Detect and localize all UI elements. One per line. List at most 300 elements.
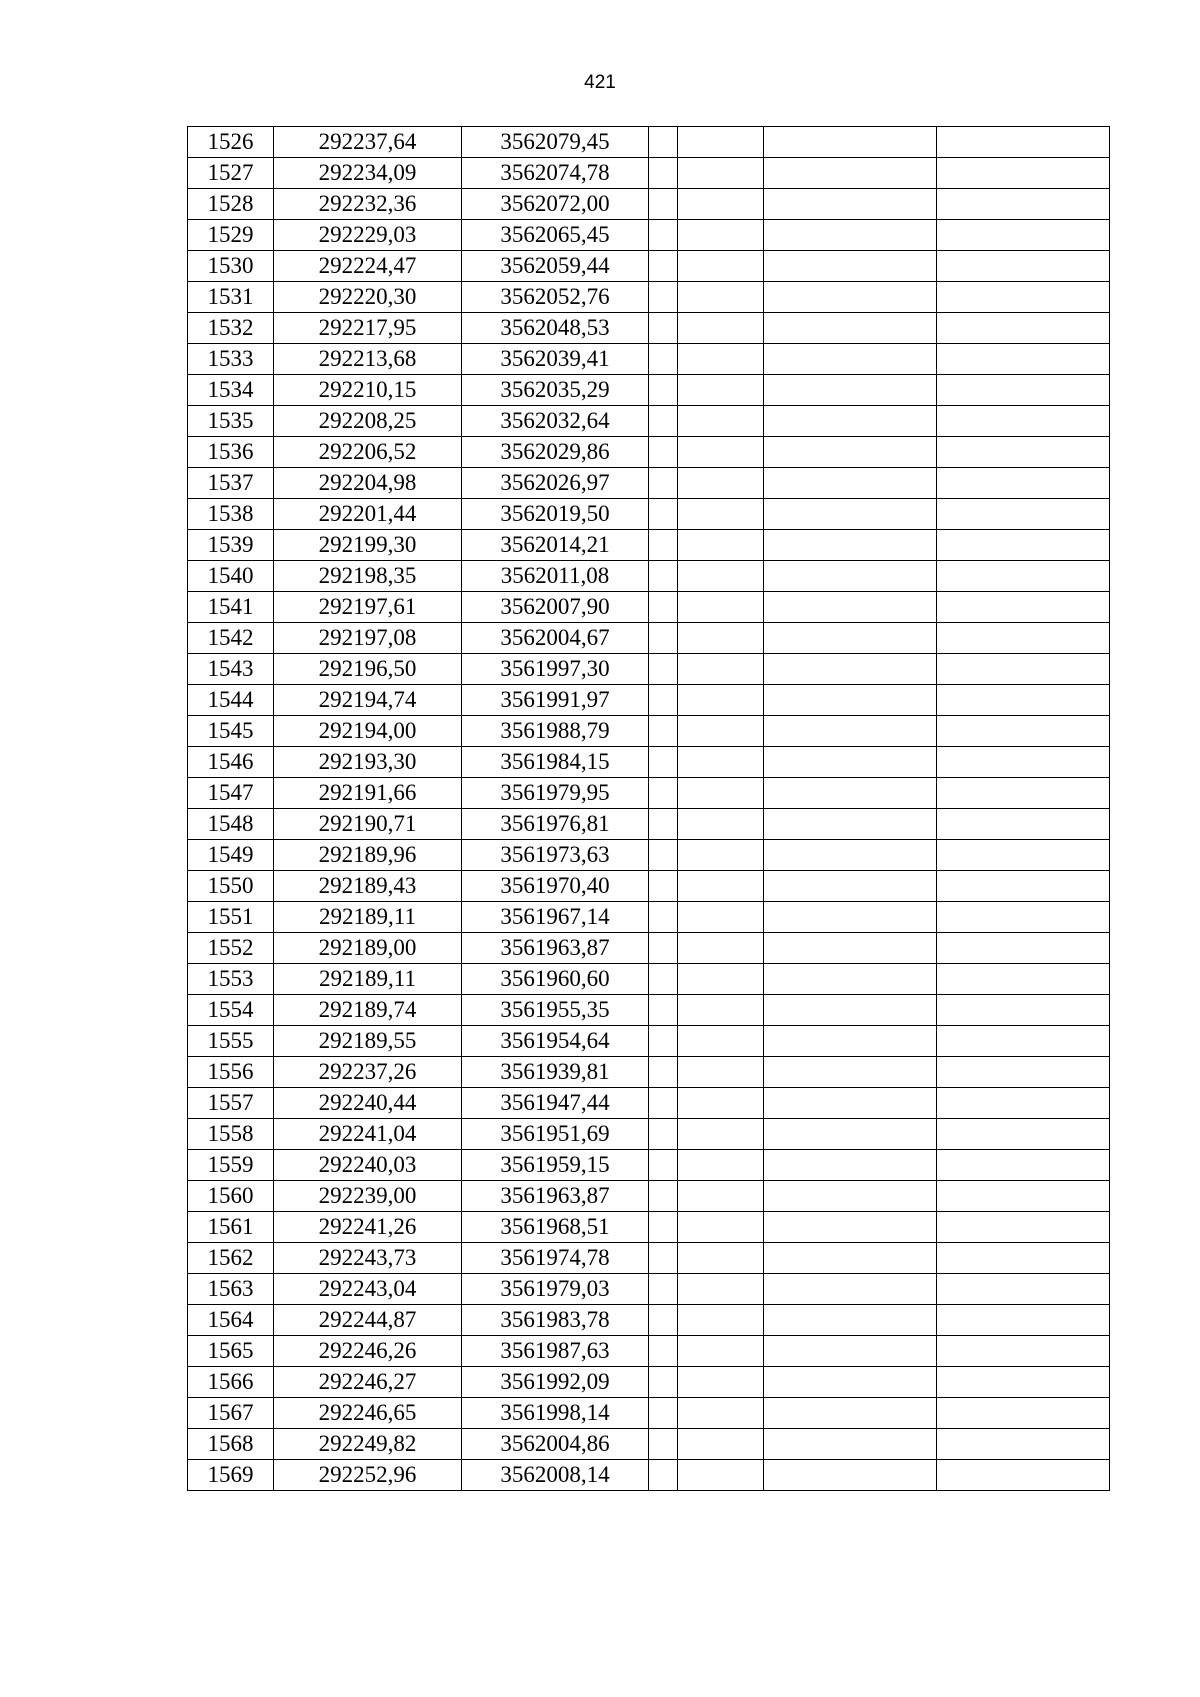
x-coordinate-cell: 292197,08	[274, 623, 462, 654]
point-number-cell: 1535	[188, 406, 274, 437]
point-number-cell: 1538	[188, 499, 274, 530]
empty-cell	[764, 189, 937, 220]
empty-cell	[649, 468, 678, 499]
empty-cell	[649, 437, 678, 468]
empty-cell	[764, 1150, 937, 1181]
x-coordinate-cell: 292240,03	[274, 1150, 462, 1181]
point-number-cell: 1529	[188, 220, 274, 251]
empty-cell	[764, 344, 937, 375]
point-number-cell: 1536	[188, 437, 274, 468]
table-row	[188, 344, 1110, 375]
empty-cell	[937, 127, 1110, 158]
empty-cell	[937, 1057, 1110, 1088]
empty-cell	[937, 623, 1110, 654]
empty-cell	[678, 1088, 764, 1119]
coordinates-table	[187, 126, 1110, 1491]
x-coordinate-cell: 292217,95	[274, 313, 462, 344]
x-coordinate-cell: 292249,82	[274, 1429, 462, 1460]
empty-cell	[764, 685, 937, 716]
empty-cell	[764, 716, 937, 747]
empty-cell	[764, 1367, 937, 1398]
table-row	[188, 220, 1110, 251]
empty-cell	[649, 561, 678, 592]
empty-cell	[937, 499, 1110, 530]
empty-cell	[937, 282, 1110, 313]
y-coordinate-cell: 3561973,63	[462, 840, 649, 871]
point-number-cell: 1542	[188, 623, 274, 654]
empty-cell	[764, 406, 937, 437]
x-coordinate-cell: 292232,36	[274, 189, 462, 220]
x-coordinate-cell: 292189,55	[274, 1026, 462, 1057]
empty-cell	[764, 313, 937, 344]
x-coordinate-cell: 292241,26	[274, 1212, 462, 1243]
point-number-cell: 1560	[188, 1181, 274, 1212]
empty-cell	[678, 561, 764, 592]
table-row	[188, 406, 1110, 437]
empty-cell	[937, 1305, 1110, 1336]
empty-cell	[649, 933, 678, 964]
x-coordinate-cell: 292246,65	[274, 1398, 462, 1429]
empty-cell	[764, 623, 937, 654]
empty-cell	[678, 220, 764, 251]
empty-cell	[764, 499, 937, 530]
empty-cell	[678, 1367, 764, 1398]
point-number-cell: 1568	[188, 1429, 274, 1460]
y-coordinate-cell: 3561974,78	[462, 1243, 649, 1274]
empty-cell	[678, 995, 764, 1026]
empty-cell	[764, 871, 937, 902]
point-number-cell: 1554	[188, 995, 274, 1026]
empty-cell	[764, 158, 937, 189]
table-row	[188, 1367, 1110, 1398]
coordinates-table-body	[188, 127, 1110, 1491]
table-row	[188, 251, 1110, 282]
point-number-cell: 1526	[188, 127, 274, 158]
point-number-cell: 1528	[188, 189, 274, 220]
empty-cell	[649, 530, 678, 561]
y-coordinate-cell: 3561968,51	[462, 1212, 649, 1243]
empty-cell	[937, 747, 1110, 778]
y-coordinate-cell: 3562011,08	[462, 561, 649, 592]
table-row	[188, 1119, 1110, 1150]
empty-cell	[764, 1057, 937, 1088]
x-coordinate-cell: 292191,66	[274, 778, 462, 809]
table-row	[188, 127, 1110, 158]
empty-cell	[678, 1274, 764, 1305]
empty-cell	[678, 1398, 764, 1429]
empty-cell	[764, 592, 937, 623]
y-coordinate-cell: 3562039,41	[462, 344, 649, 375]
empty-cell	[678, 1305, 764, 1336]
empty-cell	[937, 158, 1110, 189]
point-number-cell: 1567	[188, 1398, 274, 1429]
empty-cell	[764, 933, 937, 964]
empty-cell	[649, 623, 678, 654]
table-row	[188, 623, 1110, 654]
empty-cell	[649, 1305, 678, 1336]
point-number-cell: 1564	[188, 1305, 274, 1336]
x-coordinate-cell: 292237,26	[274, 1057, 462, 1088]
empty-cell	[764, 840, 937, 871]
empty-cell	[649, 1088, 678, 1119]
empty-cell	[649, 1057, 678, 1088]
table-row	[188, 654, 1110, 685]
table-row	[188, 592, 1110, 623]
empty-cell	[937, 778, 1110, 809]
empty-cell	[937, 1150, 1110, 1181]
y-coordinate-cell: 3561976,81	[462, 809, 649, 840]
table-row	[188, 158, 1110, 189]
empty-cell	[678, 1429, 764, 1460]
empty-cell	[649, 499, 678, 530]
x-coordinate-cell: 292240,44	[274, 1088, 462, 1119]
x-coordinate-cell: 292229,03	[274, 220, 462, 251]
y-coordinate-cell: 3562004,67	[462, 623, 649, 654]
empty-cell	[937, 189, 1110, 220]
empty-cell	[649, 1026, 678, 1057]
empty-cell	[764, 282, 937, 313]
empty-cell	[937, 1398, 1110, 1429]
point-number-cell: 1533	[188, 344, 274, 375]
point-number-cell: 1555	[188, 1026, 274, 1057]
table-row	[188, 189, 1110, 220]
empty-cell	[937, 1336, 1110, 1367]
y-coordinate-cell: 3562014,21	[462, 530, 649, 561]
empty-cell	[678, 716, 764, 747]
empty-cell	[764, 251, 937, 282]
empty-cell	[649, 1336, 678, 1367]
y-coordinate-cell: 3561979,95	[462, 778, 649, 809]
empty-cell	[937, 220, 1110, 251]
empty-cell	[764, 375, 937, 406]
empty-cell	[678, 1150, 764, 1181]
empty-cell	[649, 127, 678, 158]
empty-cell	[764, 1026, 937, 1057]
page-number: 421	[584, 72, 616, 93]
point-number-cell: 1553	[188, 964, 274, 995]
empty-cell	[649, 313, 678, 344]
y-coordinate-cell: 3561963,87	[462, 1181, 649, 1212]
empty-cell	[678, 1026, 764, 1057]
empty-cell	[764, 1212, 937, 1243]
y-coordinate-cell: 3561991,97	[462, 685, 649, 716]
empty-cell	[764, 1181, 937, 1212]
point-number-cell: 1562	[188, 1243, 274, 1274]
empty-cell	[678, 1243, 764, 1274]
x-coordinate-cell: 292190,71	[274, 809, 462, 840]
empty-cell	[678, 127, 764, 158]
empty-cell	[649, 871, 678, 902]
empty-cell	[764, 1305, 937, 1336]
empty-cell	[764, 995, 937, 1026]
y-coordinate-cell: 3562065,45	[462, 220, 649, 251]
empty-cell	[937, 1088, 1110, 1119]
empty-cell	[937, 995, 1110, 1026]
empty-cell	[764, 902, 937, 933]
empty-cell	[649, 375, 678, 406]
empty-cell	[678, 871, 764, 902]
empty-cell	[937, 375, 1110, 406]
x-coordinate-cell: 292239,00	[274, 1181, 462, 1212]
empty-cell	[649, 902, 678, 933]
empty-cell	[764, 561, 937, 592]
y-coordinate-cell: 3561947,44	[462, 1088, 649, 1119]
point-number-cell: 1530	[188, 251, 274, 282]
y-coordinate-cell: 3562026,97	[462, 468, 649, 499]
table-row	[188, 313, 1110, 344]
table-row	[188, 1336, 1110, 1367]
x-coordinate-cell: 292246,26	[274, 1336, 462, 1367]
empty-cell	[937, 1026, 1110, 1057]
point-number-cell: 1539	[188, 530, 274, 561]
empty-cell	[764, 127, 937, 158]
x-coordinate-cell: 292194,74	[274, 685, 462, 716]
empty-cell	[937, 1429, 1110, 1460]
empty-cell	[764, 1460, 937, 1491]
point-number-cell: 1565	[188, 1336, 274, 1367]
y-coordinate-cell: 3562004,86	[462, 1429, 649, 1460]
empty-cell	[678, 530, 764, 561]
x-coordinate-cell: 292199,30	[274, 530, 462, 561]
y-coordinate-cell: 3562074,78	[462, 158, 649, 189]
y-coordinate-cell: 3561939,81	[462, 1057, 649, 1088]
empty-cell	[937, 1181, 1110, 1212]
empty-cell	[937, 1367, 1110, 1398]
empty-cell	[649, 592, 678, 623]
table-row	[188, 530, 1110, 561]
x-coordinate-cell: 292213,68	[274, 344, 462, 375]
y-coordinate-cell: 3561984,15	[462, 747, 649, 778]
point-number-cell: 1531	[188, 282, 274, 313]
table-row	[188, 1212, 1110, 1243]
y-coordinate-cell: 3562059,44	[462, 251, 649, 282]
empty-cell	[764, 1429, 937, 1460]
empty-cell	[649, 406, 678, 437]
table-row	[188, 716, 1110, 747]
table-row	[188, 1181, 1110, 1212]
empty-cell	[937, 716, 1110, 747]
point-number-cell: 1557	[188, 1088, 274, 1119]
empty-cell	[649, 1429, 678, 1460]
empty-cell	[764, 809, 937, 840]
x-coordinate-cell: 292206,52	[274, 437, 462, 468]
y-coordinate-cell: 3561983,78	[462, 1305, 649, 1336]
empty-cell	[649, 1398, 678, 1429]
x-coordinate-cell: 292189,96	[274, 840, 462, 871]
point-number-cell: 1569	[188, 1460, 274, 1491]
point-number-cell: 1546	[188, 747, 274, 778]
empty-cell	[649, 1243, 678, 1274]
point-number-cell: 1563	[188, 1274, 274, 1305]
empty-cell	[649, 1181, 678, 1212]
table-row	[188, 964, 1110, 995]
point-number-cell: 1540	[188, 561, 274, 592]
x-coordinate-cell: 292189,74	[274, 995, 462, 1026]
point-number-cell: 1551	[188, 902, 274, 933]
point-number-cell: 1556	[188, 1057, 274, 1088]
empty-cell	[649, 282, 678, 313]
x-coordinate-cell: 292243,73	[274, 1243, 462, 1274]
empty-cell	[649, 251, 678, 282]
table-row	[188, 499, 1110, 530]
table-row	[188, 1398, 1110, 1429]
y-coordinate-cell: 3562072,00	[462, 189, 649, 220]
empty-cell	[937, 530, 1110, 561]
point-number-cell: 1566	[188, 1367, 274, 1398]
empty-cell	[678, 840, 764, 871]
empty-cell	[678, 251, 764, 282]
empty-cell	[764, 1119, 937, 1150]
table-row	[188, 1088, 1110, 1119]
x-coordinate-cell: 292197,61	[274, 592, 462, 623]
table-row	[188, 437, 1110, 468]
x-coordinate-cell: 292189,00	[274, 933, 462, 964]
empty-cell	[678, 685, 764, 716]
y-coordinate-cell: 3561988,79	[462, 716, 649, 747]
empty-cell	[678, 964, 764, 995]
empty-cell	[678, 437, 764, 468]
table-row	[188, 1460, 1110, 1491]
empty-cell	[678, 1181, 764, 1212]
table-row	[188, 902, 1110, 933]
empty-cell	[678, 406, 764, 437]
empty-cell	[678, 468, 764, 499]
table-row	[188, 1026, 1110, 1057]
empty-cell	[649, 344, 678, 375]
empty-cell	[649, 220, 678, 251]
empty-cell	[937, 685, 1110, 716]
empty-cell	[764, 1243, 937, 1274]
point-number-cell: 1544	[188, 685, 274, 716]
empty-cell	[937, 840, 1110, 871]
empty-cell	[937, 1212, 1110, 1243]
y-coordinate-cell: 3561987,63	[462, 1336, 649, 1367]
x-coordinate-cell: 292193,30	[274, 747, 462, 778]
empty-cell	[649, 1119, 678, 1150]
table-row	[188, 561, 1110, 592]
empty-cell	[649, 809, 678, 840]
point-number-cell: 1543	[188, 654, 274, 685]
empty-cell	[937, 809, 1110, 840]
table-row	[188, 1274, 1110, 1305]
table-row	[188, 685, 1110, 716]
point-number-cell: 1527	[188, 158, 274, 189]
x-coordinate-cell: 292210,15	[274, 375, 462, 406]
table-row	[188, 468, 1110, 499]
y-coordinate-cell: 3561959,15	[462, 1150, 649, 1181]
empty-cell	[678, 1057, 764, 1088]
empty-cell	[678, 282, 764, 313]
y-coordinate-cell: 3561963,87	[462, 933, 649, 964]
empty-cell	[937, 592, 1110, 623]
empty-cell	[937, 313, 1110, 344]
empty-cell	[764, 468, 937, 499]
empty-cell	[937, 964, 1110, 995]
x-coordinate-cell: 292198,35	[274, 561, 462, 592]
x-coordinate-cell: 292243,04	[274, 1274, 462, 1305]
empty-cell	[764, 220, 937, 251]
y-coordinate-cell: 3562048,53	[462, 313, 649, 344]
y-coordinate-cell: 3561998,14	[462, 1398, 649, 1429]
table-row	[188, 809, 1110, 840]
x-coordinate-cell: 292244,87	[274, 1305, 462, 1336]
empty-cell	[649, 1274, 678, 1305]
point-number-cell: 1545	[188, 716, 274, 747]
empty-cell	[678, 344, 764, 375]
empty-cell	[678, 623, 764, 654]
point-number-cell: 1547	[188, 778, 274, 809]
empty-cell	[678, 933, 764, 964]
empty-cell	[937, 1460, 1110, 1491]
empty-cell	[937, 406, 1110, 437]
point-number-cell: 1548	[188, 809, 274, 840]
empty-cell	[937, 344, 1110, 375]
table-row	[188, 840, 1110, 871]
table-row	[188, 747, 1110, 778]
point-number-cell: 1559	[188, 1150, 274, 1181]
empty-cell	[678, 158, 764, 189]
empty-cell	[764, 778, 937, 809]
empty-cell	[764, 654, 937, 685]
empty-cell	[678, 1336, 764, 1367]
empty-cell	[937, 902, 1110, 933]
y-coordinate-cell: 3561997,30	[462, 654, 649, 685]
empty-cell	[937, 1274, 1110, 1305]
table-row	[188, 1429, 1110, 1460]
empty-cell	[937, 1119, 1110, 1150]
x-coordinate-cell: 292234,09	[274, 158, 462, 189]
y-coordinate-cell: 3561954,64	[462, 1026, 649, 1057]
empty-cell	[764, 437, 937, 468]
table-row	[188, 1057, 1110, 1088]
empty-cell	[937, 251, 1110, 282]
y-coordinate-cell: 3562008,14	[462, 1460, 649, 1491]
x-coordinate-cell: 292194,00	[274, 716, 462, 747]
x-coordinate-cell: 292189,43	[274, 871, 462, 902]
empty-cell	[678, 375, 764, 406]
empty-cell	[764, 1088, 937, 1119]
empty-cell	[937, 654, 1110, 685]
table-row	[188, 282, 1110, 313]
y-coordinate-cell: 3561979,03	[462, 1274, 649, 1305]
empty-cell	[764, 1398, 937, 1429]
table-row	[188, 933, 1110, 964]
empty-cell	[649, 747, 678, 778]
x-coordinate-cell: 292196,50	[274, 654, 462, 685]
empty-cell	[764, 747, 937, 778]
x-coordinate-cell: 292246,27	[274, 1367, 462, 1398]
empty-cell	[764, 1274, 937, 1305]
table-row	[188, 871, 1110, 902]
empty-cell	[678, 499, 764, 530]
empty-cell	[678, 902, 764, 933]
empty-cell	[649, 654, 678, 685]
table-row	[188, 1150, 1110, 1181]
empty-cell	[678, 747, 764, 778]
empty-cell	[649, 964, 678, 995]
y-coordinate-cell: 3561967,14	[462, 902, 649, 933]
empty-cell	[649, 995, 678, 1026]
table-row	[188, 778, 1110, 809]
y-coordinate-cell: 3562035,29	[462, 375, 649, 406]
empty-cell	[649, 778, 678, 809]
table-row	[188, 1243, 1110, 1274]
empty-cell	[678, 189, 764, 220]
point-number-cell: 1549	[188, 840, 274, 871]
x-coordinate-cell: 292241,04	[274, 1119, 462, 1150]
empty-cell	[678, 592, 764, 623]
x-coordinate-cell: 292224,47	[274, 251, 462, 282]
